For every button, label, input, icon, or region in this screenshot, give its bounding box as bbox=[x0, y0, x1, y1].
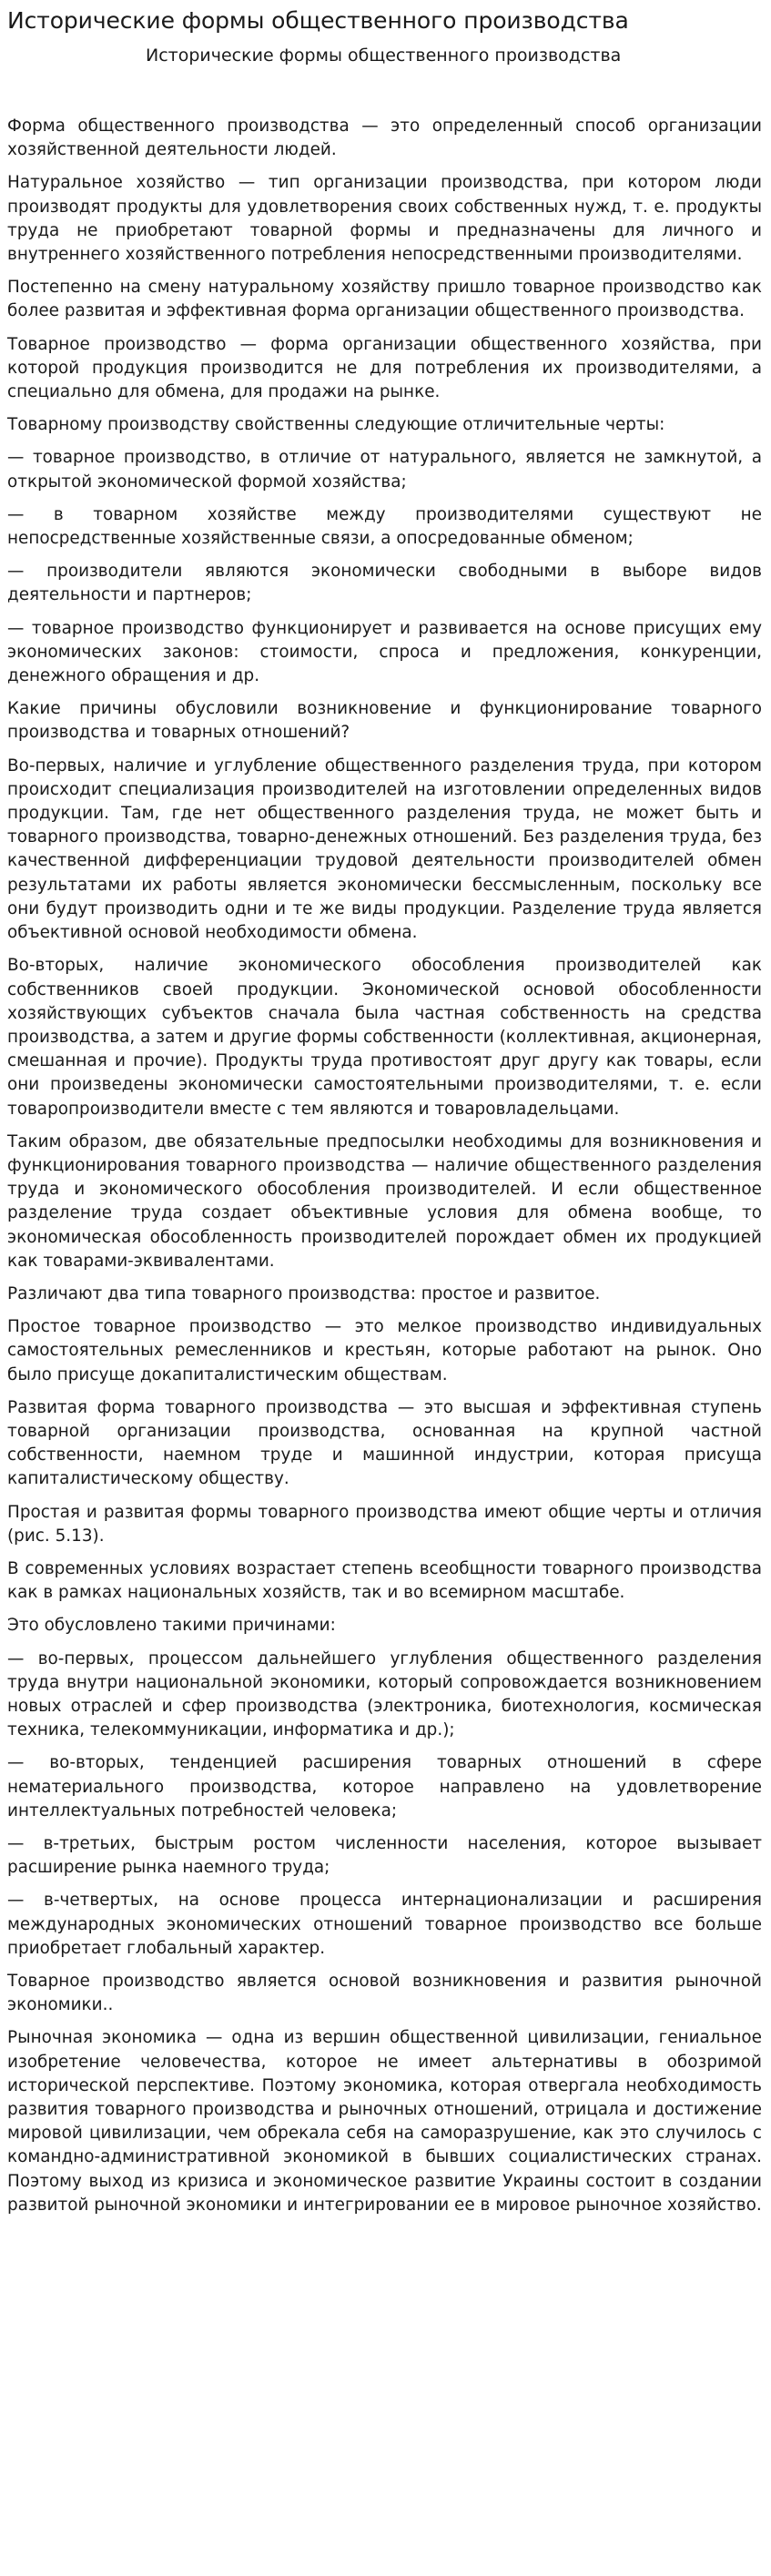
list-item-reason: — в-третьих, быстрым ростом численности населения, которое вызывает расширение рынка наемного труда; bbox=[7, 1834, 762, 1878]
paragraph-market-economy: Рыночная экономика — одна из вершин общественной цивилизации, гениальное изобретение человечества, которое не имеет альтернативы в обозримой исторической перспективе. Поэтому экономика, которая отвергала необходимость развития товарного производства и рыночных отношений, отрицала и достижение мировой цивилизации, чем обрекала себя на саморазрушение, как это случилось с командно-административной экономикой в бывших социалистических странах. Поэтому выход из кризиса и экономическое развитие Украины состоит в создании развитой рыночной экономики и интегрировании ее в мировое рыночное хозяйство. bbox=[7, 2028, 762, 2215]
paragraph-comparison: Простая и развитая формы товарного производства имеют общие черты и отличия (рис. 5.13). bbox=[7, 1502, 762, 1546]
list-item-feature: — в товарном хозяйстве между производителями существуют не непосредственные хозяйственные связи, а опосредованные обменом; bbox=[7, 504, 762, 549]
list-item-reason: — во-первых, процессом дальнейшего углубления общественного разделения труда внутри национальной экономики, который сопровождается возникновением новых отраслей и сфер производства (электроника, биотехнология, космическая техника, телекоммуникации, информатика и др.); bbox=[7, 1648, 762, 1740]
list-item-reason: — в-четвертых, на основе процесса интернационализации и расширения международных экономических отношений товарное производство все больше приобретает глобальный характер. bbox=[7, 1891, 762, 1958]
page-title: Исторические формы общественного производства bbox=[7, 7, 629, 34]
paragraph-second-reason: Во-вторых, наличие экономического обособления производителей как собственников своей продукции. Экономической основой обособленности хозяйствующих субъектов сначала была частная собственность на средства производства, а затем и другие формы собственности (коллективная, акционерная, смешанная и прочие). Продукты труда противостоят друг другу как товары, если они произведены экономически самостоятельными производителями, т. е. если товаропроизводители вместе с тем являются и товаровладельцами. bbox=[7, 956, 762, 1119]
paragraph-reasons-intro: Это обусловлено такими причинами: bbox=[7, 1616, 336, 1636]
page-subtitle: Исторические формы общественного производства bbox=[146, 46, 622, 66]
paragraph-first-reason: Во-первых, наличие и углубление общественного разделения труда, при котором происходит специализация производителей на изготовлении определенных видов продукции. Там, где нет общественного разделения труда, не может быть и товарного производства, товарно-денежных отношений. Без разделения труда, без качественной дифференциации трудовой деятельности производителей обмен результатами их работы является экономически бессмысленным, поскольку все они будут производить одни и те же виды продукции. Разделение труда является объективной основой необходимости обмена. bbox=[7, 756, 762, 943]
paragraph-types: Различают два типа товарного производства: простое и развитое. bbox=[7, 1283, 601, 1303]
paragraph-question: Какие причины обусловили возникновение и функционирование товарного производства и товарных отношений? bbox=[7, 699, 762, 743]
list-item-reason: — во-вторых, тенденцией расширения товарных отношений в сфере нематериального производства, которое направлено на удовлетворение интеллектуальных потребностей человека; bbox=[7, 1753, 762, 1820]
article-body bbox=[7, 115, 762, 2217]
paragraph-developed-production: Развитая форма товарного производства — это высшая и эффективная ступень товарной организации производства, основанная на крупной частной собственности, наемном труде и машинной индустрии, которая присуща капиталистическому обществу. bbox=[7, 1397, 762, 1489]
paragraph-market-basis: Товарное производство является основой возникновения и развития рыночной экономики.. bbox=[7, 1972, 762, 2015]
paragraph-features-intro: Товарному производству свойственны следующие отличительные черты: bbox=[7, 415, 665, 435]
paragraph-transition: Постепенно на смену натуральному хозяйству пришло товарное производство как более развитая и эффективная форма организации общественного производства. bbox=[7, 278, 762, 321]
list-item-feature: — производители являются экономически свободными в выборе видов деятельности и партнеров; bbox=[7, 562, 762, 605]
list-item-feature: — товарное производство, в отличие от натурального, является не замкнутой, а открытой экономической формой хозяйства; bbox=[7, 448, 762, 492]
paragraph-natural-economy: Натуральное хозяйство — тип организации производства, при котором люди производят продукты для удовлетворения своих собственных нужд, т. е. продукты труда не приобретают товарной формы и предназначены для личного и внутреннего хозяйственного потребления непосредственными производителями. bbox=[7, 173, 762, 265]
paragraph-definition: Форма общественного производства — это определенный способ организации хозяйственной деятельности людей. bbox=[7, 117, 762, 160]
paragraph-modern-conditions: В современных условиях возрастает степень всеобщности товарного производства как в рамках национальных хозяйств, так и во всемирном масштабе. bbox=[7, 1558, 762, 1603]
paragraph-commodity-production: Товарное производство — форма организации общественного хозяйства, при которой продукция производится не для потребления их производителями, а специально для обмена, для продажи на рынке. bbox=[7, 334, 762, 402]
paragraph-conclusion: Таким образом, две обязательные предпосылки необходимы для возникновения и функционирования товарного производства — наличие общественного разделения труда и экономического обособления производителей. И если общественное разделение труда создает объективные условия для обмена вообще, то экономическая обособленность производителей порождает обмен их продукцией как товарами-эквивалентами. bbox=[7, 1131, 762, 1271]
paragraph-simple-production: Простое товарное производство — это мелкое производство индивидуальных самостоятельных ремесленников и крестьян, которые работают на рынок. Оно было присуще докапиталистическим обществам. bbox=[7, 1317, 762, 1384]
list-item-feature: — товарное производство функционирует и развивается на основе присущих ему экономических законов: стоимости, спроса и предложения, конкуренции, денежного обращения и др. bbox=[7, 618, 762, 686]
